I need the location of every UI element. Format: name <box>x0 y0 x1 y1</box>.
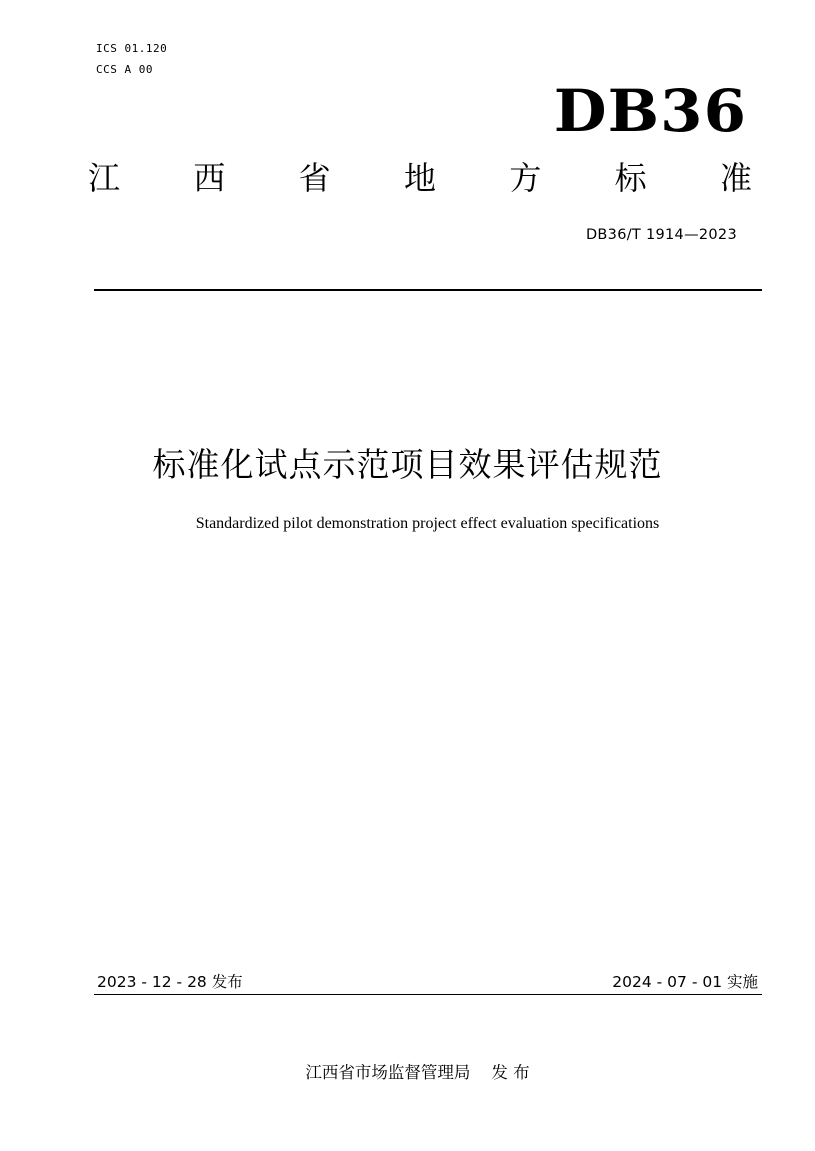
document-title-zh: 标准化试点示范项目效果评估规范 <box>152 445 663 484</box>
standard-type-heading <box>88 156 752 200</box>
standard-number: DB36/T 1914—2023 <box>585 227 737 243</box>
issue-date: 2023 - 12 - 28 发布 <box>97 973 243 991</box>
standard-type-char: 省 <box>298 159 331 197</box>
standard-type-char: 江 <box>88 159 121 197</box>
top-divider <box>94 289 762 291</box>
ics-code: ICS 01.120 <box>96 42 168 55</box>
standard-type-char: 地 <box>403 159 436 197</box>
standard-type-char: 准 <box>719 159 752 197</box>
ccs-code: CCS A 00 <box>96 63 153 76</box>
standard-type-char: 标 <box>614 159 647 197</box>
effective-date: 2024 - 07 - 01 实施 <box>612 973 758 991</box>
standard-type-char: 方 <box>509 159 542 197</box>
document-title-en: Standardized pilot demonstration project effect evaluation specifications <box>195 515 660 532</box>
publisher: 江西省市场监督管理局 发 布 <box>305 1063 530 1082</box>
bottom-divider <box>94 994 762 995</box>
db36-logo: DB36 <box>553 77 747 145</box>
standard-type-char: 西 <box>193 159 226 197</box>
